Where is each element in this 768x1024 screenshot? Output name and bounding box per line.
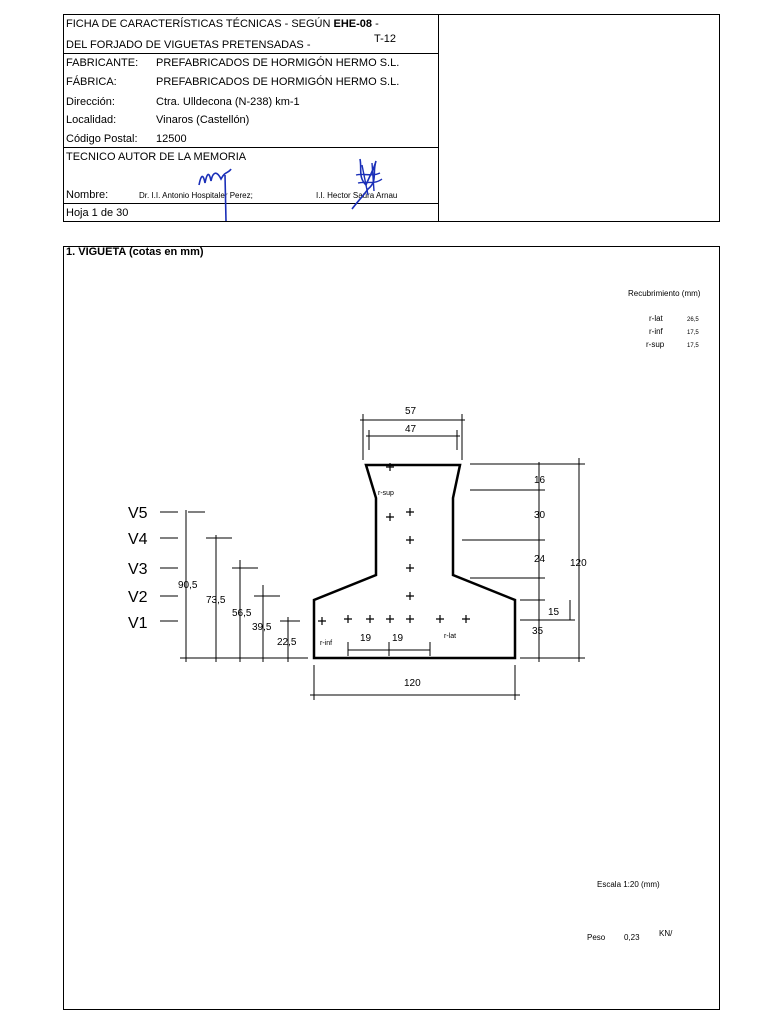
name-label: Nombre: (66, 189, 109, 201)
dim-left-905: 90,5 (178, 580, 198, 591)
localidad-value: Vinaros (Castellón) (156, 114, 250, 126)
dim-right-30: 30 (534, 510, 546, 521)
section-title: 1. VIGUETA (cotas en mm) (66, 246, 204, 258)
direccion-label: Dirección: (66, 96, 115, 108)
page-number: Hoja 1 de 30 (66, 207, 129, 219)
author-2: I.I. Hector Saura Arnau (316, 191, 398, 200)
dim-top-outer: 57 (405, 406, 417, 417)
weight-label: Peso (587, 933, 606, 942)
title-prefix: FICHA DE CARACTERÍSTICAS TÉCNICAS - SEGÚN (66, 18, 334, 30)
dim-left-225: 22,5 (277, 637, 297, 648)
level-v1: V1 (128, 615, 148, 632)
scale-label: Escala 1:20 (mm) (597, 880, 660, 889)
dim-left-395: 39,5 (252, 622, 272, 633)
header-code: T-12 (374, 33, 397, 45)
spacing-19-a: 19 (360, 633, 372, 644)
vigueta-outline (314, 465, 515, 658)
weight-value: 0,23 (624, 933, 640, 942)
dim-left-735: 73,5 (206, 595, 226, 606)
level-v3: V3 (128, 561, 148, 578)
cover-lat-label: r-lat (649, 314, 663, 323)
dim-left-565: 56,5 (232, 608, 252, 619)
author-1: Dr. I.I. Antonio Hospitaler Perez; (139, 191, 253, 200)
dim-right-35: 35 (532, 626, 544, 637)
cover-title: Recubrimiento (mm) (628, 289, 701, 298)
dim-top-inner: 47 (405, 424, 417, 435)
cover-sup-value: 17,5 (687, 343, 699, 349)
codigo-postal-label: Código Postal: (66, 133, 138, 145)
level-v4: V4 (128, 531, 148, 548)
dim-base: 120 (404, 678, 421, 689)
header-title-line2: DEL FORJADO DE VIGUETAS PRETENSADAS - (66, 39, 311, 51)
dim-right-24: 24 (534, 554, 546, 565)
dim-right-16: 16 (534, 475, 546, 486)
title-suffix: - (372, 18, 379, 30)
fabrica-label: FÁBRICA: (66, 76, 117, 88)
spacing-19-b: 19 (392, 633, 404, 644)
label-r-lat: r-lat (444, 633, 457, 640)
fabricante-value: PREFABRICADOS DE HORMIGÓN HERMO S.L. (156, 57, 400, 69)
label-r-sup: r-sup (378, 490, 394, 497)
title-norm: EHE-08 (333, 18, 373, 30)
cover-inf-label: r-inf (649, 327, 663, 336)
dim-right-15: 15 (548, 607, 560, 618)
dim-height: 120 (570, 558, 587, 569)
weight-unit: KN/ (659, 929, 673, 938)
cover-lat-value: 26,5 (687, 317, 699, 323)
cover-inf-value: 17,5 (687, 330, 699, 336)
level-v5: V5 (128, 505, 148, 522)
cover-sup-label: r-sup (646, 340, 665, 349)
author-title: TECNICO AUTOR DE LA MEMORIA (66, 151, 247, 163)
fabricante-label: FABRICANTE: (66, 57, 139, 69)
localidad-label: Localidad: (66, 114, 117, 126)
codigo-postal-value: 12500 (156, 133, 187, 145)
level-v2: V2 (128, 589, 148, 606)
direccion-value: Ctra. Ulldecona (N-238) km-1 (156, 96, 300, 108)
fabrica-value: PREFABRICADOS DE HORMIGÓN HERMO S.L. (156, 76, 400, 88)
label-r-inf: r-inf (320, 640, 333, 647)
